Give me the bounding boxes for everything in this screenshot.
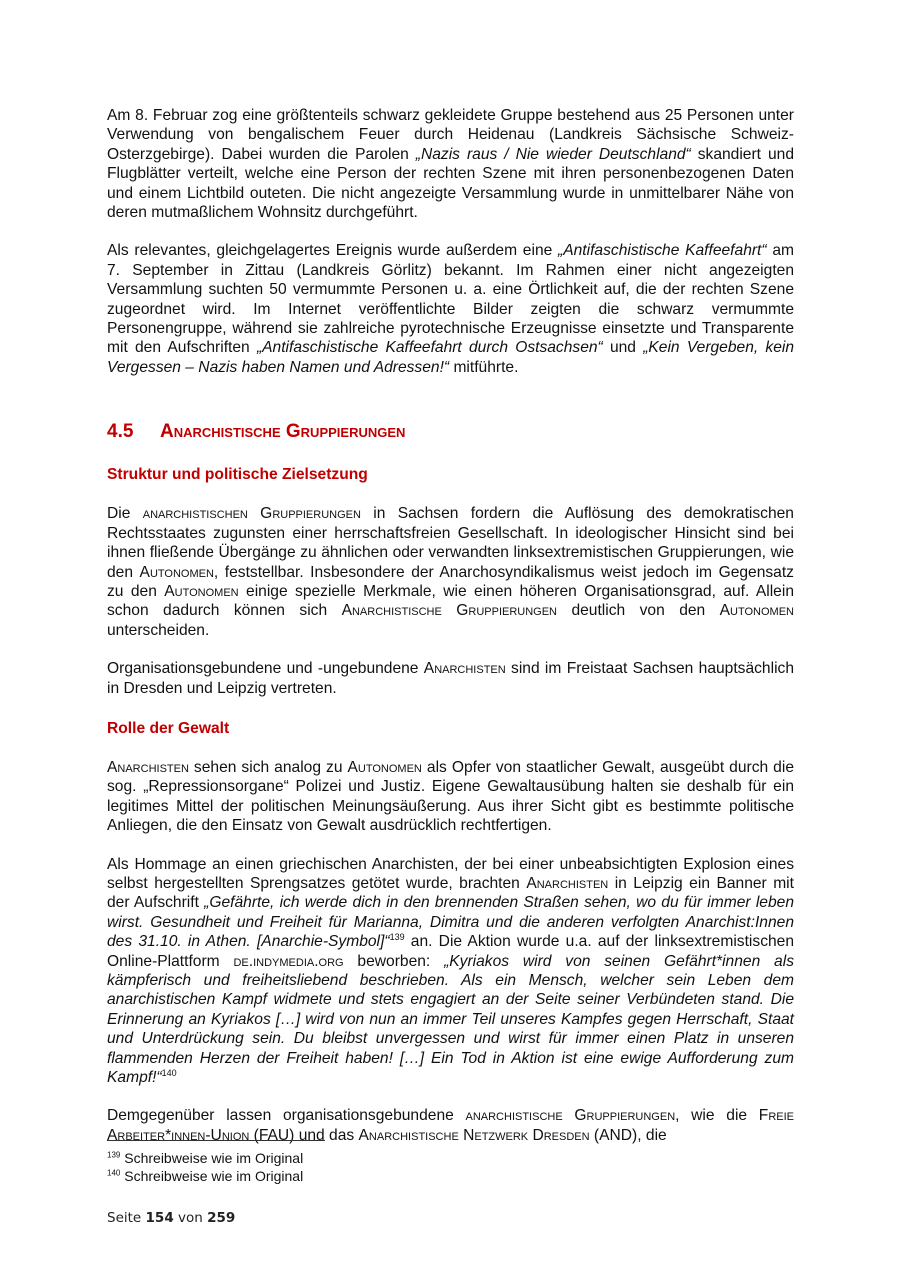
footnote-ref[interactable]: 140	[161, 1067, 177, 1078]
page-number: 154	[145, 1210, 174, 1226]
paragraph-heidenau	[107, 106, 794, 222]
term: anarchistischen Gruppierungen	[142, 505, 361, 523]
footnote-text: Schreibweise wie im Original	[120, 1150, 304, 1166]
term: Anarchisten	[526, 874, 609, 892]
section-number: 4.5	[107, 421, 134, 443]
footnote-text: Schreibweise wie im Original	[120, 1168, 304, 1184]
text: , feststellbar. Insbesondere der Anarchosyndikalismus weist jedoch im Gegensatz zu den	[107, 563, 794, 600]
footer-mid: von	[173, 1210, 208, 1226]
subheading-violence: Rolle der Gewalt	[107, 719, 230, 737]
text: mitführte.	[449, 358, 519, 376]
text: und	[602, 339, 644, 357]
text: Am 8. Februar zog eine größtenteils schwarz gekleidete Gruppe bestehend aus 25 Personen unter Verwendung von bengalischem Feuer durch Heidenau (Landkreis Sächsische Schweiz-Osterzgebirge). Dabei wurden die Parolen	[107, 107, 794, 163]
term: Anarchisten	[107, 758, 189, 776]
quote: „Antifaschistische Kaffeefahrt“	[558, 242, 767, 260]
body-text	[107, 106, 794, 1145]
footnote-ref[interactable]: 139	[389, 932, 405, 942]
subheading-structure: Struktur und politische Zielsetzung	[107, 466, 368, 484]
text: Als Hommage an einen griechischen Anarchisten, der bei einer unbeabsichtigten Explosion eines selbst hergestellten Sprengsatzes getötet wurde, brachten	[107, 855, 794, 892]
text: beworben:	[343, 952, 445, 970]
paragraph-anarchist-groups	[107, 504, 794, 640]
quote: „Kyriakos wird von seinen Gefährt*innen als kämpferisch und freiheitsliebend beschrieben. Als ein Mensch, welcher sein Leben dem anarchistischen Kampf widmete und stets engagiert an der Seite seiner Verbündeten stand. Die Erinnerung an Kyriakos […] wird von nun an immer Teil unseres Kampfes gegen Herrschaft, Staat und Unterdrückung sein. Du bleibst unvergessen und wirst für immer einen Platz in unseren flammenden Herzen der Freiheit haben! […] Ein Tod in Aktion ist eine ewige Aufforderung zum Kampf!“	[107, 952, 794, 1087]
text: in Sachsen fordern die Auflösung des demokratischen Rechtsstaates zugunsten einer herrschaftsfreien Gesellschaft. In ideologischer Hinsicht sind bei ihnen fließende Übergänge zu ähnlichen oder verwandten linksextremistischen Gruppierungen, wie den	[107, 505, 794, 581]
text: Demgegenüber lassen organisationsgebundene	[107, 1107, 466, 1125]
text: am 7. September in Zittau (Landkreis Görlitz) bekannt. Im Rahmen einer nicht angezeigten Versammlung suchten 50 vermummte Personen u. a. eine Örtlichkeit auf, die der rechten Szene zugeordnet wird. Im Internet veröffentlichte Bilder zeigten die schwarz vermummte Personengruppe, während sie zahlreiche pyrotechnische Erzeugnisse einsetzte und Transparente mit den Aufschriften	[107, 242, 794, 357]
term: Autonomen	[139, 563, 214, 581]
paragraph-violence	[107, 758, 794, 836]
footnote-divider	[107, 1140, 325, 1141]
term: Autonomen	[164, 582, 239, 600]
term: Anarchistische Gruppierungen	[341, 602, 558, 620]
text: an. Die Aktion wurde u.a. auf der linksextremistischen Online-Plattform	[107, 933, 795, 970]
term: Freie Arbeiter*innen-Union	[107, 1107, 794, 1144]
footnote-139	[107, 1149, 794, 1167]
text: Organisationsgebundene und -ungebundene	[107, 660, 424, 678]
footer-prefix: Seite	[107, 1210, 146, 1226]
footnote-140	[107, 1167, 794, 1185]
footnotes	[107, 1140, 794, 1185]
text: Als relevantes, gleichgelagertes Ereignis wurde außerdem eine	[107, 242, 559, 260]
term: anarchistische Gruppierungen	[465, 1107, 676, 1125]
quote: „Gefährte, ich werde dich in den brennenden Straßen sehen, wo du für immer leben wirst. Gesundheit und Freiheit für Marianna, Dimitra und die anderen verfolgten Anarchist:Innen des 31.10. in Athen. [Anarchie-Symbol]“	[107, 894, 794, 951]
section-heading	[107, 420, 794, 444]
quote: „Nazis raus / Nie wieder Deutschland“	[415, 145, 691, 163]
text: (FAU) und das	[249, 1126, 359, 1144]
quote: „Antifaschistische Kaffeefahrt durch Ostsachsen“	[256, 339, 603, 357]
term: Anarchistische Netzwerk Dresden	[358, 1126, 590, 1144]
text: Die	[107, 505, 143, 523]
text: in Leipzig ein Banner mit der Aufschrift	[107, 874, 794, 912]
footnote-number: 140	[107, 1168, 121, 1178]
text: als Opfer von staatlicher Gewalt, ausgeübt durch die sog. „Repressionsorgane“ Polizei und Justiz. Eigene Gewaltausübung halten sie deshalb für ein legitimes Mittel der politischen Meinungsäußerung. Aus ihrer Sicht gibt es bestimmte politische Anliegen, die den Einsatz von Gewalt ausdrücklich rechtfertigen.	[107, 758, 794, 835]
text: deutlich von den	[557, 602, 720, 620]
page-total: 259	[207, 1210, 236, 1226]
term: Autonomen	[347, 758, 422, 776]
section-title: Anarchistische Gruppierungen	[160, 421, 406, 443]
paragraph-hommage	[107, 855, 794, 1088]
text: unterscheiden.	[107, 621, 210, 639]
term: Autonomen	[719, 602, 795, 620]
quote: „Kein Vergeben, kein Vergessen – Nazis haben Namen und Adressen!“	[107, 339, 795, 376]
text: sind im Freistaat Sachsen hauptsächlich in Dresden und Leipzig vertreten.	[107, 660, 795, 697]
text: skandiert und Flugblätter verteilt, welche eine Person der rechten Szene mit ihren personenbezogenen Daten und einem Lichtbild outeten. Die nicht angezeigte Versammlung wurde in unmittelbarer Nähe von deren mutmaßlichem Wohnsitz durchgeführt.	[107, 145, 794, 222]
url-text: de.indymedia.org	[233, 952, 344, 970]
paragraph-regions	[107, 659, 794, 698]
page-footer	[107, 1210, 235, 1226]
text: einige spezielle Merkmale, wie einen höheren Organisationsgrad, auf. Allein schon dadurch können sich	[107, 582, 794, 620]
paragraph-zittau	[107, 241, 794, 377]
footnote-number: 139	[107, 1150, 121, 1160]
term: Anarchisten	[423, 660, 506, 678]
text: (AND), die	[589, 1126, 667, 1144]
text: sehen sich analog zu	[188, 758, 348, 776]
text: , wie die	[675, 1107, 759, 1125]
